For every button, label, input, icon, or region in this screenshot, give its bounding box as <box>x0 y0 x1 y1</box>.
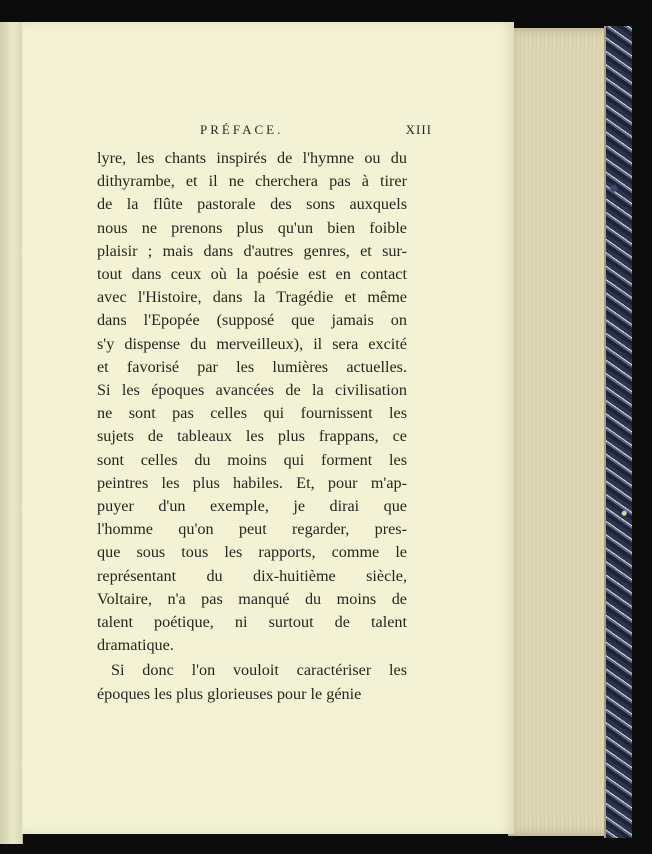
text-line: avec l'Histoire, dans la Tragédie et même <box>97 288 407 307</box>
text-line: plaisir ; mais dans d'autres genres, et sur- <box>97 241 407 260</box>
text-line: Si les époques avancées de la civilisation <box>97 381 407 400</box>
text-line: et favorisé par les lumières actuelles. <box>97 357 407 376</box>
text-line: l'homme qu'on peut regarder, pres- <box>97 520 407 539</box>
text-line: dramatique. <box>97 636 174 655</box>
text-line: lyre, les chants inspirés de l'hymne ou du <box>97 149 407 167</box>
page-number: XIII <box>405 122 432 137</box>
text-line: peintres les plus habiles. Et, pour m'ap- <box>97 473 407 492</box>
text-line: talent poétique, ni surtout de talent <box>97 613 407 632</box>
text-line: nous ne prenons plus qu'un bien foible <box>97 218 407 237</box>
text-line: s'y dispense du merveilleux), il sera excité <box>97 334 407 353</box>
page-header <box>200 122 432 142</box>
text-line: que sous tous les rapports, comme le <box>97 543 407 562</box>
facing-page-edge <box>0 22 23 844</box>
text-line: dithyrambe, et il ne cherchera pas à tirer <box>97 172 407 191</box>
text-line: Si donc l'on vouloit caractériser les <box>111 661 407 680</box>
text-line: époques les plus glorieuses pour le génie <box>97 684 362 703</box>
body-text <box>97 147 407 706</box>
text-line: ne sont pas celles qui fournissent les <box>97 404 407 423</box>
text-line: sont celles du moins qui forment les <box>97 450 407 469</box>
text-line: représentant du dix-huitième siècle, <box>97 566 407 585</box>
running-head: PRÉFACE. <box>200 122 284 137</box>
text-line: sujets de tableaux les plus frappans, ce <box>97 427 407 446</box>
text-line: tout dans ceux où la poésie est en contact <box>97 265 407 284</box>
text-line: dans l'Epopée (supposé que jamais on <box>97 311 407 330</box>
marbled-cover <box>604 26 632 838</box>
text-line: puyer d'un exemple, je dirai que <box>97 497 407 516</box>
text-line: Voltaire, n'a pas manqué du moins de <box>97 589 407 608</box>
text-line: de la flûte pastorale des sons auxquels <box>97 195 407 214</box>
